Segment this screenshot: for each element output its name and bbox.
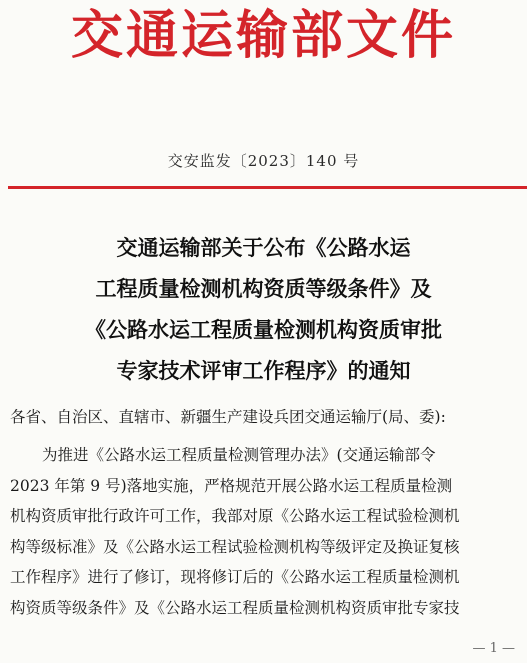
document-number: 交安监发〔2023〕140 号 [167,152,360,170]
notice-title-line: 工程质量检测机构资质等级条件》及 [95,277,432,301]
body-line: 为推进《公路水运工程质量检测管理办法》(交通运输部令 [42,446,436,464]
salutation: 各省、自治区、直辖市、新疆生产建设兵团交通运输厅(局、委): [10,408,446,426]
body-line: 2023 年第 9 号)落地实施，严格规范开展公路水运工程质量检测 [10,476,453,495]
document-header-title: 交通运输部文件 [70,5,456,66]
body-line: 机构资质审批行政许可工作，我部对原《公路水运工程试验检测机 [10,507,460,525]
red-separator-line [8,186,527,189]
body-line: 构资质等级条件》及《公路水运工程质量检测机构资质审批专家技 [10,598,460,617]
body-line: 构等级标准》及《公路水运工程试验检测机构等级评定及换证复核 [10,537,460,556]
body-paragraph [10,440,520,623]
notice-title [0,228,527,392]
notice-title-line: 专家技术评审工作程序》的通知 [116,359,411,383]
body-line: 工作程序》进行了修订，现将修订后的《公路水运工程质量检测机 [10,568,460,586]
notice-title-line: 《公路水运工程质量检测机构资质审批 [85,318,442,342]
notice-title-line: 交通运输部关于公布《公路水运 [116,236,411,260]
page-number: — 1 — [472,641,515,656]
